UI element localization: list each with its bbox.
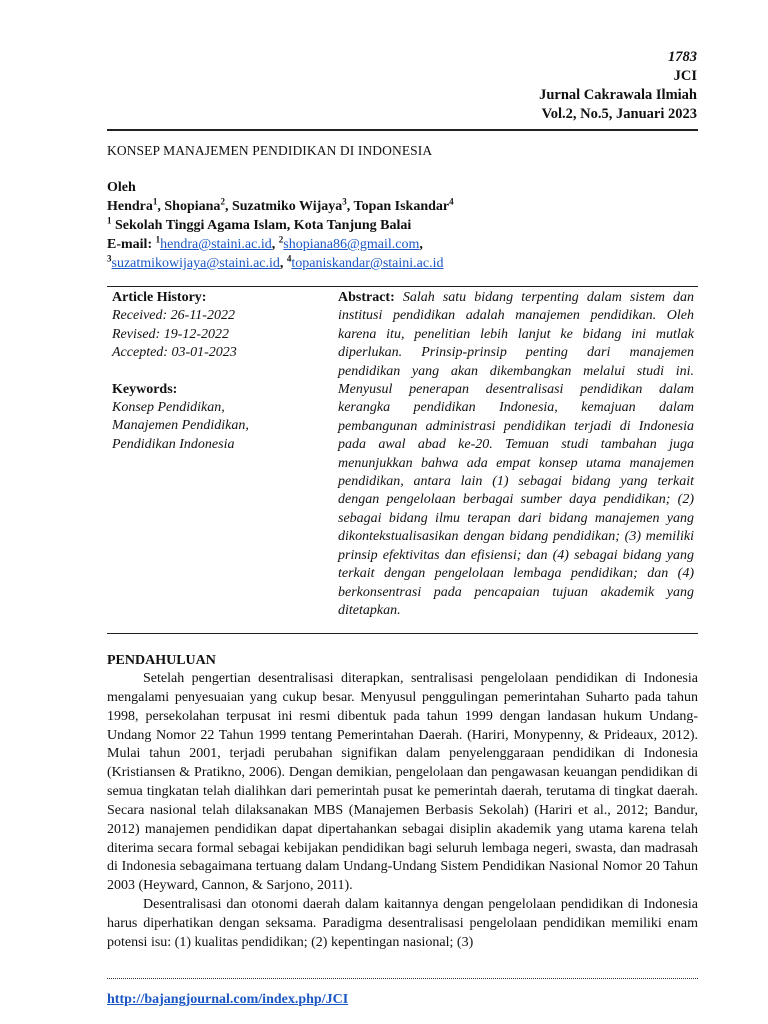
page-number: 1783 bbox=[668, 49, 697, 65]
article-title: KONSEP MANAJEMEN PENDIDIKAN DI INDONESIA bbox=[107, 143, 433, 158]
article-info-box bbox=[107, 286, 698, 634]
email-sup: 2 bbox=[278, 234, 284, 245]
author-sup: 1 bbox=[152, 196, 158, 207]
affiliation-sup: 1 bbox=[107, 215, 112, 226]
affiliation bbox=[107, 216, 454, 235]
keyword-item: Pendidikan Indonesia bbox=[112, 436, 235, 452]
journal-header bbox=[539, 48, 697, 124]
author-sup: 2 bbox=[220, 196, 225, 207]
email-line-2: $^3$suzatmikowijaya@staini.ac.id, $^4$topaniskandar@staini.ac.id bbox=[107, 253, 444, 271]
body-paragraph: Setelah pengertian desentralisasi diterapkan, sentralisasi pengelolaan pendidikan di Indonesia mengalami penyesuaian yang cukup besar. Menyusul penggulingan pemerintahan Suharto pada tahun 1998, persekolahan terpusat ini resmi dibentuk pada tahun 1999 dengan landasan hukum Undang-Undang Nomor 22 Tahun 1999 tentang Pemerintahan Daerah. (Hariri, Monypenny, & Prideaux, 2012). Mulai tahun 2001, terjadi perubahan signifikan dalam penyelenggaraan pendidikan di Indonesia (Kristiansen & Pratikno, 2006). Dengan demikian, pengelolaan dan pengawasan keuangan pendidikan di semua tingkatan telah dialihkan dari pemerintah pusat ke pemerintah daerah, terutama di tingkat daerah. Secara nasional telah dilaksanakan MBS (Manajemen Berbasis Sekolah) (Hariri et al., 2012; Bandur, 2012) manajemen pendidikan dapat dipertahankan sebagai disiplin akademik yang utama karena telah diterima secara formal sebagai kebijakan pendidikan bagi seluruh lembaga negeri, swasta, dan madrasah di Indonesia sebagaimana tertuang dalam Undang-Undang Sistem Pendidikan Nasional Nomor 20 Tahun 2003 (Heyward, Cannon, & Sarjono, 2011). bbox=[107, 671, 698, 894]
header-divider bbox=[107, 129, 698, 131]
author-name: Shopiana bbox=[164, 199, 221, 214]
email-link[interactable]: shopiana86@gmail.com bbox=[283, 237, 420, 252]
email-sup: 1 bbox=[155, 234, 161, 245]
abstract-header: Abstract: bbox=[338, 290, 395, 305]
received-date: Received: 26-11-2022 bbox=[112, 308, 235, 324]
author-name: Hendra bbox=[107, 199, 153, 214]
abstract-text: Salah satu bidang terpenting dalam sistem dan institusi pendidikan adalah manajemen pendidikan. Oleh karena itu, penelitian lebih lanjut ke bidang ini mutlak diperlukan. Prinsip-prinsip penting dari manajemen pendidikan yang akan dikembangkan melalui studi ini. Menyusul penerapan desentralisasi pendidikan dalam kerangka pendidikan Indonesia, kemajuan dalam pembangunan administrasi pendidikan terjadi di Indonesia pada awal abad ke-20. Temuan studi tambahan juga menunjukkan bahwa ada empat konsep utama manajemen pendidikan, antara lain (1) sebagai bidang yang terkait dengan pengelolaan berbagai sumber daya pendidikan; (2) sebagai bidang ilmu terapan dari bidang manajemen yang dikontekstualisasikan dengan bidang pendidikan; (3) memiliki prinsip efektivitas dan efisiensi; dan (4) sebagai bidang yang terkait dengan pengelolaan lembaga pendidikan; dan (4) berkonsentrasi pada pencapaian tujuan akademik yang ditetapkan. bbox=[338, 290, 695, 618]
author-list: Hendra$^1$, Shopiana$^2$, Suzatmiko Wijaya$^3$, Topan Iskandar$^4$ bbox=[107, 196, 454, 214]
email-link[interactable]: suzatmikowijaya@staini.ac.id bbox=[111, 256, 280, 271]
body-paragraph: Desentralisasi dan otonomi daerah dalam kaitannya dengan pengelolaan pendidikan di Indonesia harus diperhatikan dengan seksama. Paradigma desentralisasi pengelolaan pendidikan memiliki enam potensi isu: (1) kualitas pendidikan; (2) kepentingan nasional; (3) bbox=[107, 897, 698, 950]
affiliation-text: Sekolah Tinggi Agama Islam, Kota Tanjung Balai bbox=[115, 218, 412, 233]
article-meta-column bbox=[112, 289, 322, 454]
email-line-1: E-mail: $^1$hendra@staini.ac.id, $^2$shopiana86@gmail.com, bbox=[107, 234, 423, 252]
author-block bbox=[107, 178, 454, 273]
section-body bbox=[107, 670, 698, 953]
email-label: E-mail: bbox=[107, 237, 153, 252]
author-name: Suzatmiko Wijaya bbox=[231, 199, 343, 214]
author-sup: 4 bbox=[449, 196, 454, 207]
author-sup: 3 bbox=[342, 196, 347, 207]
keyword-item: Konsep Pendidikan, bbox=[112, 400, 225, 416]
revised-date: Revised: 19-12-2022 bbox=[112, 326, 230, 342]
author-name: Topan Iskandar bbox=[353, 199, 450, 214]
journal-name: Jurnal Cakrawala Ilmiah bbox=[539, 87, 697, 103]
footer-divider bbox=[107, 978, 698, 979]
by-label: Oleh bbox=[107, 180, 136, 195]
email-link[interactable]: topaniskandar@staini.ac.id bbox=[291, 256, 444, 271]
journal-volume: Vol.2, No.5, Januari 2023 bbox=[541, 106, 697, 122]
history-header: Article History: bbox=[112, 290, 207, 305]
journal-abbrev: JCI bbox=[673, 68, 697, 84]
email-link[interactable]: hendra@staini.ac.id bbox=[160, 237, 272, 252]
email-sup: 4 bbox=[286, 253, 292, 264]
abstract-column bbox=[338, 289, 694, 620]
keyword-item: Manajemen Pendidikan, bbox=[112, 418, 249, 434]
accepted-date: Accepted: 03-01-2023 bbox=[112, 345, 237, 361]
email-sup: 3 bbox=[107, 253, 112, 264]
journal-url-link[interactable]: http://bajangjournal.com/index.php/JCI bbox=[107, 992, 349, 1007]
section-title: PENDAHULUAN bbox=[107, 653, 216, 668]
keywords-header: Keywords: bbox=[112, 381, 178, 397]
